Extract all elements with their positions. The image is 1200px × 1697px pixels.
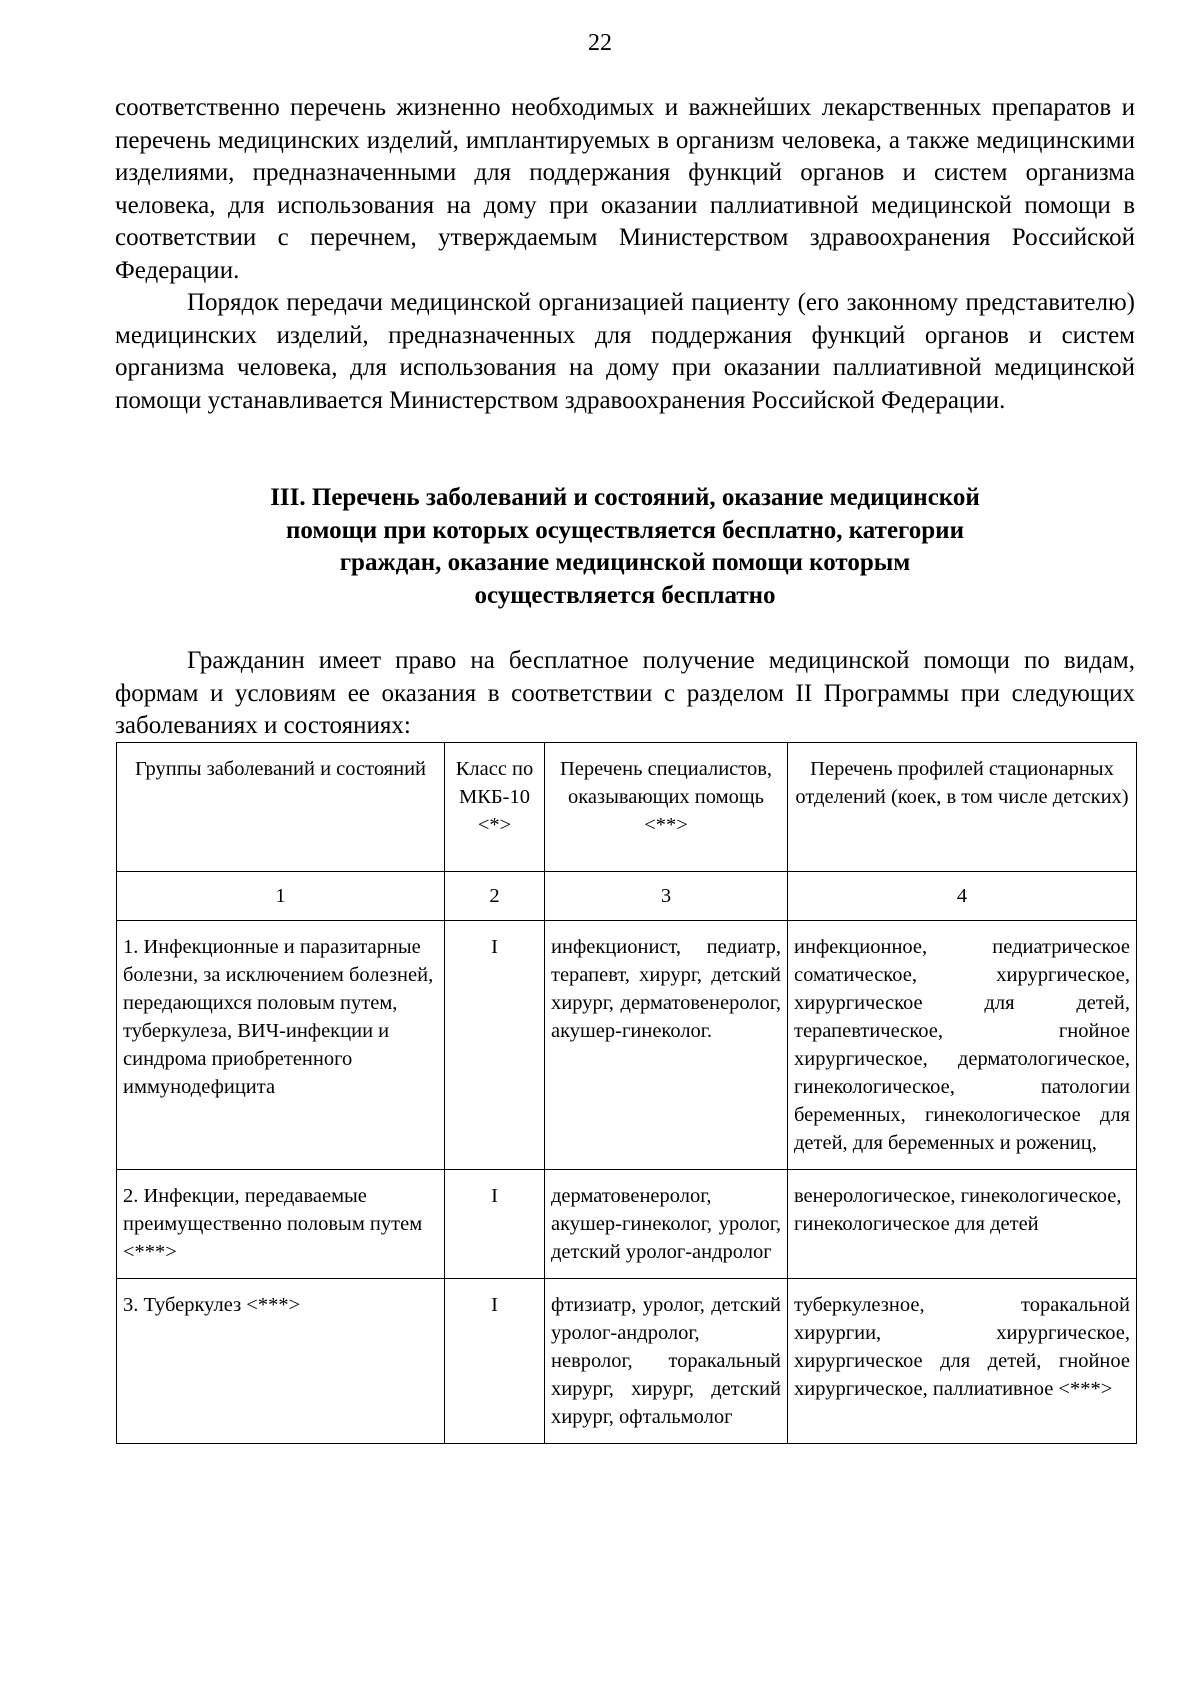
- section-heading: [115, 482, 1135, 612]
- cell-ward-profiles: венерологическое, гинекологическое, гинекологическое для детей: [788, 1170, 1137, 1279]
- cell-icd-class: I: [445, 1170, 545, 1279]
- column-number: 2: [445, 872, 545, 921]
- column-number: 4: [788, 872, 1137, 921]
- header-disease-groups: Группы заболеваний и состояний: [117, 743, 445, 872]
- paragraph-citizen-right: Гражданин имеет право на бесплатное получение медицинской помощи по видам, формам и условиям ее оказания в соответствии с разделом II Программы при следующих заболеваниях и состояниях:: [115, 647, 1135, 739]
- cell-ward-profiles: туберкулезное, торакальной хирургии, хирургическое, хирургическое для детей, гнойное хирургическое, паллиативное <***>: [788, 1279, 1137, 1444]
- cell-specialists: дерматовенеролог, акушер-гинеколог, уролог, детский уролог-андролог: [545, 1170, 788, 1279]
- cell-specialists: фтизиатр, уролог, детский уролог-андролог, невролог, торакальный хирург, хирург, детский хирург, офтальмолог: [545, 1279, 788, 1444]
- column-number: 1: [117, 872, 445, 921]
- cell-specialists: инфекционист, педиатр, терапевт, хирург, детский хирург, дерматовенеролог, акушер-гинеколог.: [545, 921, 788, 1170]
- table-row: [117, 1170, 1137, 1279]
- table-header-row: [117, 743, 1137, 872]
- header-ward-profiles: Перечень профилей стационарных отделений (коек, в том числе детских): [788, 743, 1137, 872]
- paragraph-device-list: соответственно перечень жизненно необходимых и важнейших лекарственных препаратов и перечень медицинских изделий, имплантируемых в организм человека, а также медицинскими изделиями, предназначенными для поддержания функций органов и систем организма человека, для использования на дому при оказании паллиативной медицинской помощи в соответствии с перечнем, утверждаемым Министерством здравоохранения Российской Федерации.: [115, 94, 1135, 284]
- cell-icd-class: I: [445, 1279, 545, 1444]
- header-specialists: Перечень специалистов, оказывающих помощь <**>: [545, 743, 788, 872]
- paragraph-transfer-procedure: Порядок передачи медицинской организацией пациенту (его законному представителю) медицинских изделий, предназначенных для поддержания функций органов и систем организма человека, для использования на дому при оказании паллиативной медицинской помощи устанавливается Министерством здравоохранения Российской Федерации.: [115, 289, 1135, 414]
- section-heading-line: III. Перечень заболеваний и состояний, оказание медицинской: [270, 484, 980, 511]
- table-number-row: [117, 872, 1137, 921]
- cell-disease-group: 3. Туберкулез <***>: [117, 1279, 445, 1444]
- cell-icd-class: I: [445, 921, 545, 1170]
- section-heading-line: осуществляется бесплатно: [474, 581, 776, 609]
- cell-disease-group: 2. Инфекции, передаваемые преимущественно половым путем <***>: [117, 1170, 445, 1279]
- diseases-table: [116, 742, 1137, 1444]
- table-row: [117, 1279, 1137, 1444]
- header-icd-class: Класс по МКБ-10 <*>: [445, 743, 545, 872]
- column-number: 3: [545, 872, 788, 921]
- table-row: [117, 921, 1137, 1170]
- cell-ward-profiles: инфекционное, педиатрическое соматическое, хирургическое, хирургическое для детей, терапевтическое, гнойное хирургическое, дерматологическое, гинекологическое, патологии беременных, гинекологическое для детей, для беременных и рожениц,: [788, 921, 1137, 1170]
- cell-disease-group: 1. Инфекционные и паразитарные болезни, за исключением болезней, передающихся половым путем, туберкулеза, ВИЧ-инфекции и синдрома приобретенного иммунодефицита: [117, 921, 445, 1170]
- section-heading-line: граждан, оказание медицинской помощи которым: [339, 549, 911, 576]
- page-number: 22: [588, 30, 612, 56]
- section-heading-line: помощи при которых осуществляется бесплатно, категории: [286, 516, 964, 544]
